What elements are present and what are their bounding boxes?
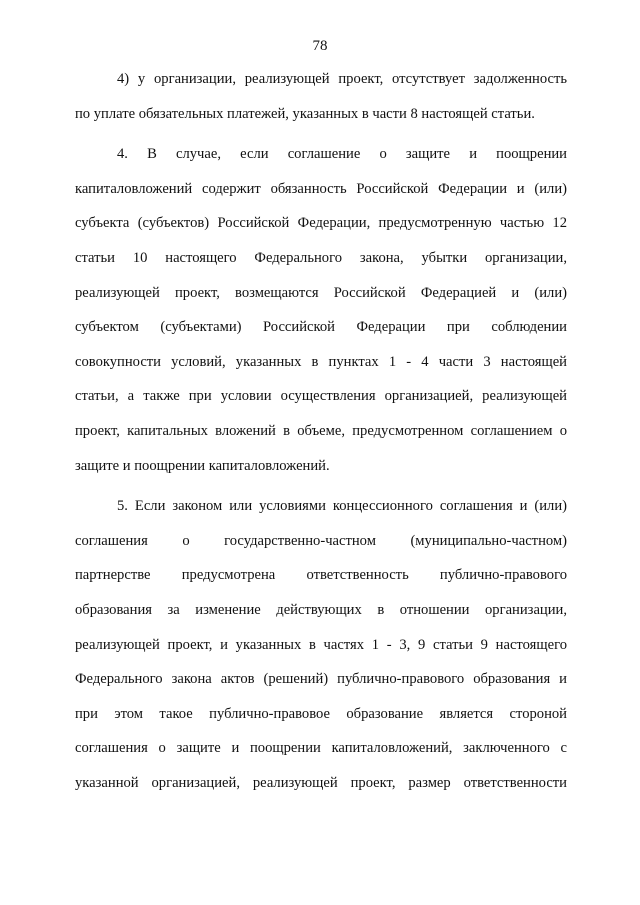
text-line: реализующей проект, возмещаются Российской Федерацией и (или) <box>75 284 567 301</box>
text-line: 4. В случае, если соглашение о защите и поощрении <box>117 146 567 163</box>
text-line: партнерстве предусмотрена ответственность публично-правового <box>75 567 567 584</box>
text-line: реализующей проект, и указанных в частях 1 - 3, 9 статьи 9 настоящего <box>75 636 567 653</box>
text-line: Федерального закона актов (решений) публично-правового образования и <box>75 671 567 688</box>
text-line: статьи 10 настоящего Федерального закона, убытки организации, <box>75 249 567 266</box>
text-line: соглашения о государственно-частном (муниципально-частном) <box>75 532 567 549</box>
text-line: по уплате обязательных платежей, указанных в части 8 настоящей статьи. <box>75 105 535 122</box>
paragraph-part-4 <box>75 137 567 483</box>
text-line: образования за изменение действующих в отношении организации, <box>75 601 567 618</box>
page-number: 78 <box>312 38 328 54</box>
text-line: субъектом (субъектами) Российской Федерации при соблюдении <box>75 319 567 336</box>
text-line: капиталовложений содержит обязанность Российской Федерации и (или) <box>75 180 567 197</box>
text-line: статьи, а также при условии осуществления организацией, реализующей <box>75 388 567 405</box>
text-line: защите и поощрении капиталовложений. <box>75 457 330 474</box>
paragraph-item-4 <box>75 62 567 131</box>
document-body <box>75 62 567 800</box>
text-line: проект, капитальных вложений в объеме, предусмотренном соглашением о <box>75 422 567 439</box>
text-line: соглашения о защите и поощрении капиталовложений, заключенного с <box>75 740 567 757</box>
text-line: при этом такое публично-правовое образование является стороной <box>75 705 567 722</box>
text-line: 4) у организации, реализующей проект, отсутствует задолженность <box>117 71 567 87</box>
paragraph-part-5 <box>75 489 567 800</box>
text-line: 5. Если законом или условиями концессионного соглашения и (или) <box>117 498 567 515</box>
text-line: совокупности условий, указанных в пунктах 1 - 4 части 3 настоящей <box>75 353 567 370</box>
text-line: субъекта (субъектов) Российской Федерации, предусмотренную частью 12 <box>75 215 567 232</box>
text-line: указанной организацией, реализующей проект, размер ответственности <box>75 774 567 791</box>
